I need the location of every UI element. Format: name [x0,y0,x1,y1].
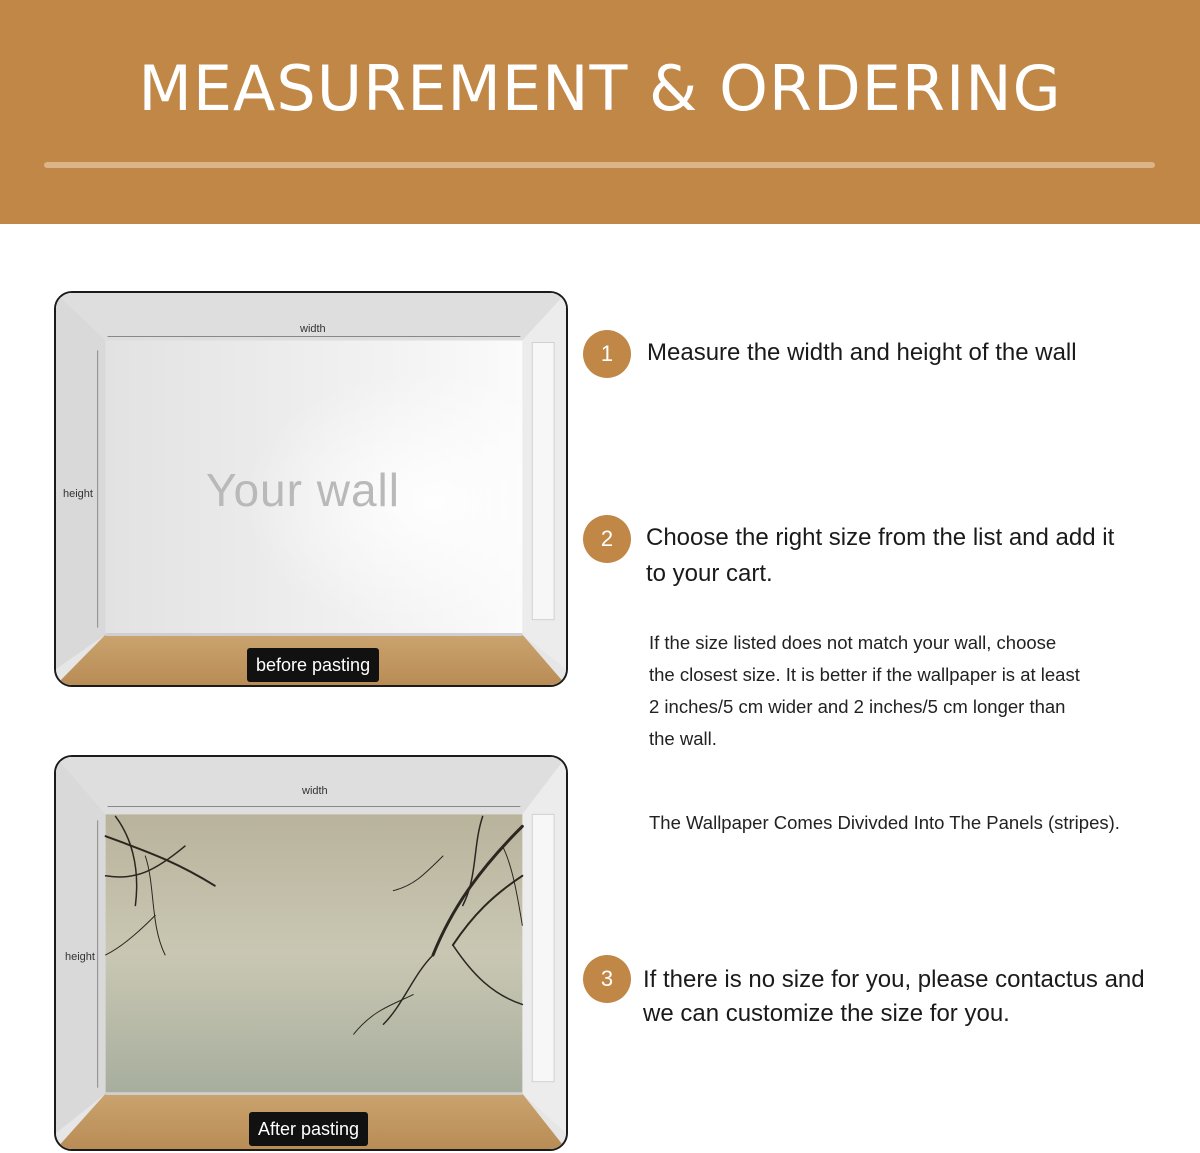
size-note-line3: 2 inches/5 cm wider and 2 inches/5 cm longer than [649,696,1066,717]
step-1-text: Measure the width and height of the wall [647,339,1077,366]
your-wall-text: Your wall [206,464,400,516]
width-label: width [300,323,326,335]
panels-note: The Wallpaper Comes Divivded Into The Panels (stripes). [649,812,1120,833]
step-2-text-line1: Choose the right size from the list and add it [646,524,1115,551]
height-label: height [63,488,93,500]
before-pasting-image [54,291,568,687]
step-1-badge: 1 [583,330,631,378]
step-2-badge: 2 [583,515,631,563]
width-label: width [302,785,328,797]
before-pasting-caption: before pasting [247,648,379,682]
step-3-badge: 3 [583,955,631,1003]
page-title: MEASUREMENT & ORDERING [138,52,1062,125]
size-note-line1: If the size listed does not match your wall, choose [649,632,1057,653]
header-banner [0,0,1200,224]
wallpapered-room-illustration [56,757,566,1149]
header-divider [44,162,1155,168]
size-note-line4: the wall. [649,728,717,749]
step-3-text-line2: we can customize the size for you. [643,1000,1010,1027]
size-note-line2: the closest size. It is better if the wallpaper is at least [649,664,1080,685]
height-label: height [65,951,95,963]
step-3-text-line1: If there is no size for you, please contactus and [643,966,1145,993]
after-pasting-image [54,755,568,1151]
step-2-text-line2: to your cart. [646,560,773,587]
after-pasting-caption: After pasting [249,1112,368,1146]
